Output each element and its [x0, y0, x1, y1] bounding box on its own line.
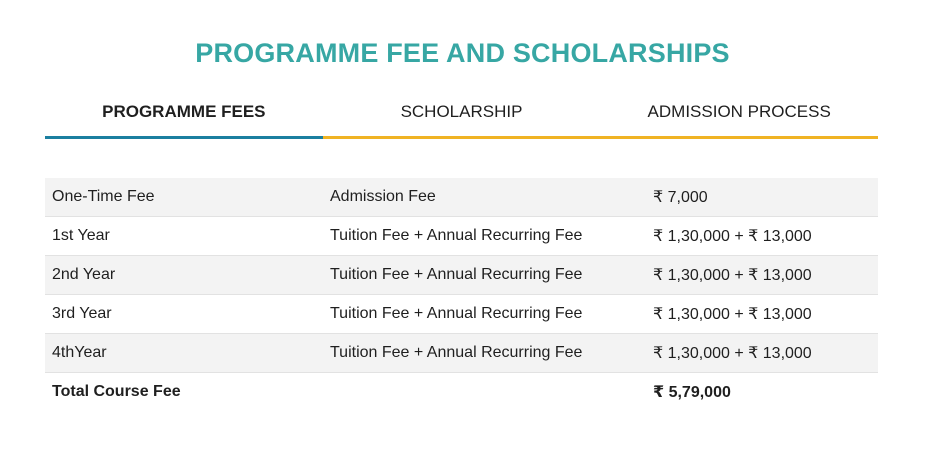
total-amount: ₹ 5,79,000: [646, 373, 878, 412]
table-row: [45, 295, 878, 334]
tab-label: SCHOLARSHIP: [400, 102, 523, 121]
component-cell: Tuition Fee + Annual Recurring Fee: [323, 295, 646, 334]
table-row: [45, 256, 878, 295]
amount-cell: ₹ 1,30,000 + ₹ 13,000: [646, 334, 878, 373]
period-cell: 3rd Year: [45, 295, 323, 334]
amount-cell: ₹ 1,30,000 + ₹ 13,000: [646, 217, 878, 256]
component-cell: Admission Fee: [323, 178, 646, 217]
amount-cell: ₹ 1,30,000 + ₹ 13,000: [646, 256, 878, 295]
total-row: [45, 373, 878, 412]
tab-admission-process[interactable]: [600, 92, 878, 139]
component-cell: Tuition Fee + Annual Recurring Fee: [323, 256, 646, 295]
table-row: [45, 217, 878, 256]
table-row: [45, 178, 878, 217]
period-cell: 1st Year: [45, 217, 323, 256]
tab-scholarship[interactable]: [323, 92, 601, 139]
page-title: PROGRAMME FEE AND SCHOLARSHIPS: [195, 38, 730, 68]
amount-cell: ₹ 1,30,000 + ₹ 13,000: [646, 295, 878, 334]
component-cell: Tuition Fee + Annual Recurring Fee: [323, 334, 646, 373]
total-spacer-cell: [323, 373, 646, 412]
period-cell: 4thYear: [45, 334, 323, 373]
amount-cell: ₹ 7,000: [646, 178, 878, 217]
component-cell: Tuition Fee + Annual Recurring Fee: [323, 217, 646, 256]
table-row: [45, 334, 878, 373]
period-cell: 2nd Year: [45, 256, 323, 295]
fee-tabs: [45, 92, 878, 139]
period-cell: One-Time Fee: [45, 178, 323, 217]
tab-programme-fees[interactable]: [45, 92, 323, 139]
total-label: Total Course Fee: [45, 373, 323, 412]
tab-label: PROGRAMME FEES: [102, 102, 266, 121]
fee-table: [45, 178, 878, 411]
tab-label: ADMISSION PROCESS: [647, 102, 831, 121]
